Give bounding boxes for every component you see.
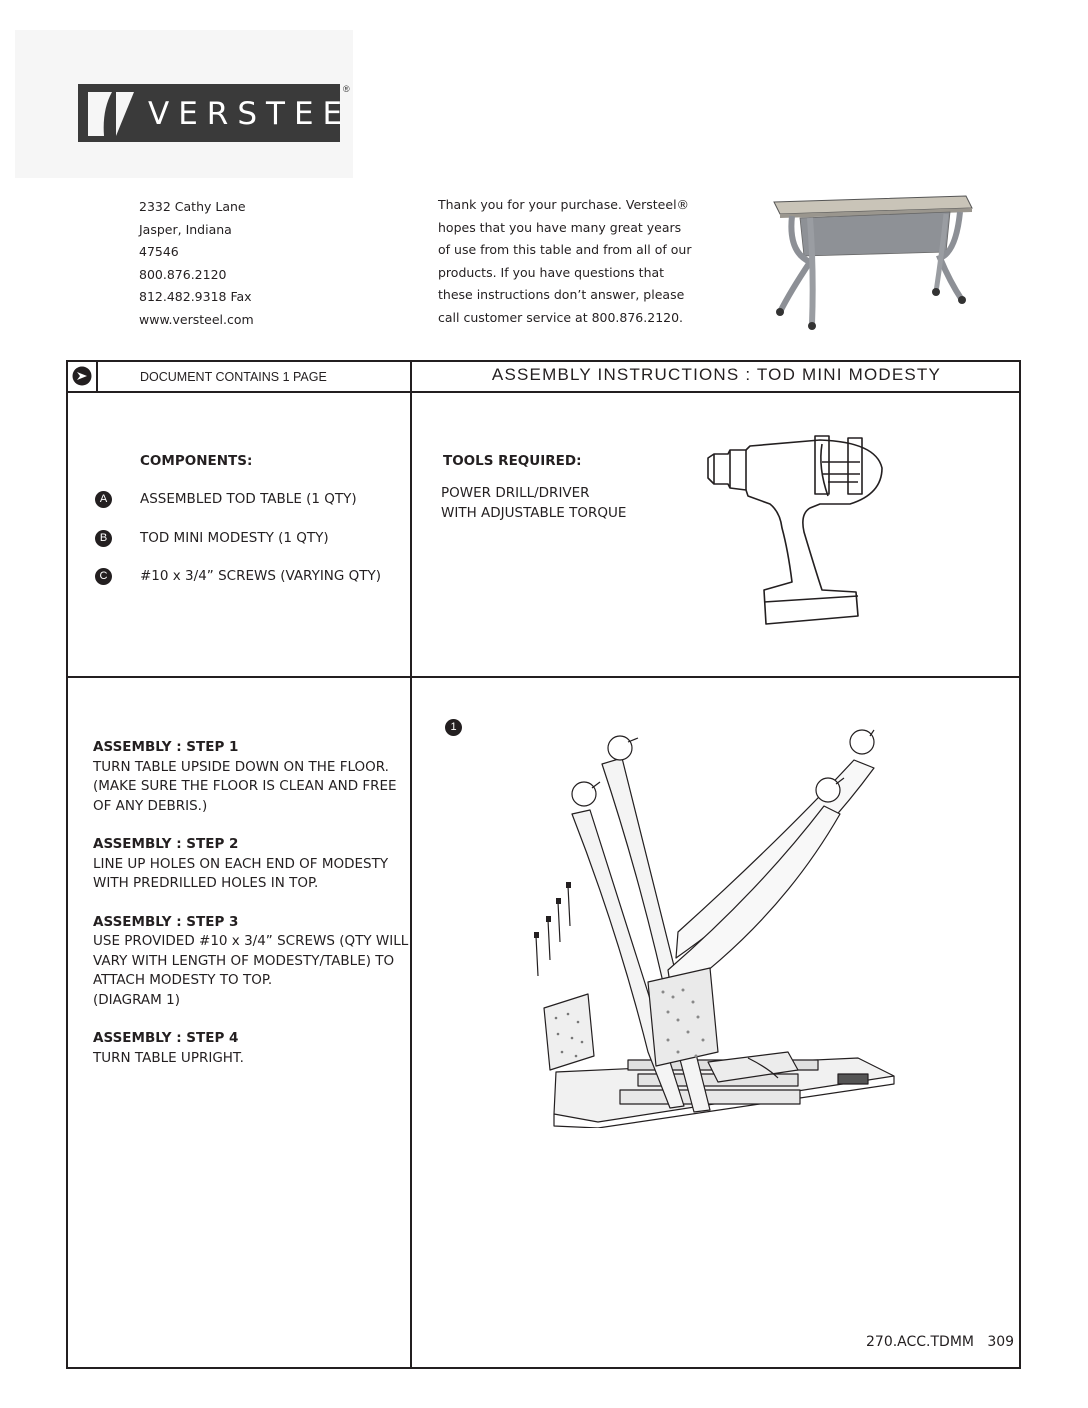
document-code: 270.ACC.TDMM bbox=[866, 1334, 974, 1350]
address-line: 2332 Cathy Lane bbox=[139, 199, 246, 214]
address-line: 800.876.2120 bbox=[139, 266, 227, 282]
thanks-line: of use from this table and from all of our bbox=[438, 242, 692, 257]
step-line: LINE UP HOLES ON EACH END OF MODESTY bbox=[93, 855, 389, 872]
address-line: 812.482.9318 Fax bbox=[139, 289, 252, 304]
divider bbox=[66, 676, 1021, 678]
page-number: 309 bbox=[987, 1334, 1015, 1350]
step-line: TURN TABLE UPSIDE DOWN ON THE FLOOR. bbox=[93, 758, 389, 775]
thanks-line: these instructions don’t answer, please bbox=[438, 287, 685, 302]
step-heading: ASSEMBLY : STEP 2 bbox=[93, 836, 239, 852]
step-line: (DIAGRAM 1) bbox=[93, 991, 180, 1008]
address-line: 47546 bbox=[139, 244, 179, 259]
document-page-count: DOCUMENT CONTAINS 1 PAGE bbox=[140, 370, 327, 384]
step-line: VARY WITH LENGTH OF MODESTY/TABLE) TO bbox=[93, 952, 395, 969]
components-heading: COMPONENTS: bbox=[140, 453, 253, 469]
assembly-step bbox=[93, 738, 403, 816]
step-line: WITH PREDRILLED HOLES IN TOP. bbox=[93, 875, 319, 891]
company-address bbox=[139, 196, 254, 331]
step-line: USE PROVIDED #10 x 3/4” SCREWS (QTY WILL bbox=[93, 933, 409, 949]
assembly-step bbox=[93, 913, 409, 1011]
component-item: TOD MINI MODESTY (1 QTY) bbox=[140, 530, 329, 546]
table-product-image bbox=[770, 192, 980, 334]
arrow-icon bbox=[72, 366, 92, 386]
assembly-step bbox=[93, 835, 403, 894]
tools-line: POWER DRILL/DRIVER bbox=[441, 485, 590, 501]
thanks-line: call customer service at 800.876.2120. bbox=[438, 309, 684, 325]
divider bbox=[410, 360, 412, 1369]
thanks-line: products. If you have questions that bbox=[438, 264, 665, 280]
thanks-line: Thank you for your purchase. Versteel® bbox=[438, 197, 690, 212]
address-line: www.versteel.com bbox=[139, 311, 254, 327]
thanks-line: hopes that you have many great years bbox=[438, 219, 682, 235]
document-footer bbox=[866, 1334, 1014, 1350]
component-item: ASSEMBLED TOD TABLE (1 QTY) bbox=[140, 491, 357, 507]
tools-line: WITH ADJUSTABLE TORQUE bbox=[441, 504, 627, 521]
step-line: (MAKE SURE THE FLOOR IS CLEAN AND FREE bbox=[93, 778, 397, 794]
step-line: TURN TABLE UPRIGHT. bbox=[93, 1049, 244, 1066]
brand-name: VERSTEEL bbox=[148, 96, 378, 132]
component-item: #10 x 3/4” SCREWS (VARYING QTY) bbox=[140, 568, 382, 584]
step-heading: ASSEMBLY : STEP 3 bbox=[93, 913, 239, 930]
step-line: OF ANY DEBRIS.) bbox=[93, 797, 208, 814]
divider bbox=[96, 360, 98, 392]
tools-heading: TOOLS REQUIRED: bbox=[443, 453, 582, 469]
brand-reg-mark: ® bbox=[343, 84, 350, 94]
component-badge: B bbox=[95, 530, 112, 547]
thank-you-message bbox=[438, 194, 691, 329]
tools-description bbox=[441, 484, 626, 523]
assembly-step bbox=[93, 1029, 403, 1068]
step-heading: ASSEMBLY : STEP 4 bbox=[93, 1030, 239, 1046]
logo-mark-icon bbox=[86, 88, 136, 138]
assembly-diagram bbox=[528, 722, 898, 1128]
power-drill-icon bbox=[700, 432, 890, 632]
step-line: ATTACH MODESTY TO TOP. bbox=[93, 972, 273, 988]
page-title: ASSEMBLY INSTRUCTIONS : TOD MINI MODESTY bbox=[491, 365, 942, 384]
address-line: Jasper, Indiana bbox=[139, 221, 232, 237]
assembly-steps bbox=[93, 738, 409, 1087]
component-badge: C bbox=[95, 568, 112, 585]
step-heading: ASSEMBLY : STEP 1 bbox=[93, 739, 239, 755]
divider bbox=[66, 391, 1021, 393]
component-badge: A bbox=[95, 491, 112, 508]
diagram-number-badge: 1 bbox=[445, 719, 462, 736]
